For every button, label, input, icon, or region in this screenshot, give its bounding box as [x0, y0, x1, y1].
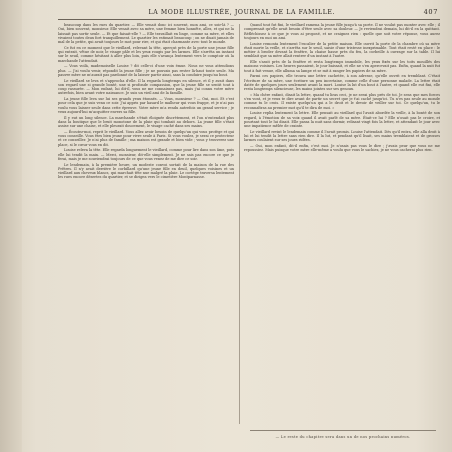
paragraph: beaucoup dans les rues du quartier. — Elle venait donc ici souvent, mon ami, ce soir-là ? — Oui, bien souvent, monsieur. Elle venait avec sa mère, une femme bien honnête, allez, et qui ne la laissait pas sortir seule. — Et que faisait-elle ? — Elle travaillait en linge, comme sa mère, et elles vivaient toutes deux fort tranquillement. Le quartier les estimait beaucoup ; on ne disait jamais de mal de la petite, qui avait toujours le mot pour rire, et qui était charmante avec tout le monde. — [58, 23, 234, 44]
paragraph: — Vous voilà, mademoiselle Louise ? dit celle-ci d'une voix émue. Nous ne vous attendions plus. — J'ai voulu venir, répondit la jeune fille ; je ne pouvais pas rester là-haut toute seule. Ma pauvre mère ne m'aurait pas pardonné de la laisser partir ainsi, sans la conduire jusqu'au bout. — [58, 64, 234, 77]
paragraph: Louise remonta lentement l'escalier de la petite maison. Elle ouvrit la porte de la chambre où sa mère était morte la veille, et s'arrêta sur le seuil, saisie d'une tristesse inexprimable. Tout était resté en place : le métier à broder devant la fenêtre, la chaise basse près du feu, la corbeille à ouvrage sur la table. Il lui semblait que sa mère allait rentrer d'un instant à l'autre. — [244, 41, 440, 59]
paragraph: « Ma chère enfant, disait la lettre, quand tu liras ceci, je ne serai plus près de toi. Je sens que mes forces s'en vont, et je veux te dire avant de partir un secret que je t'ai caché jusqu'ici. Tu n'es pas seule au monde comme tu le crois. Il existe quelqu'un qui a le droit et le devoir de veiller sur toi. Ce quelqu'un, tu le reconnaîtras au premier mot qu'il te dira de moi. » — [244, 92, 440, 110]
footer-rule — [250, 430, 436, 431]
footer-note: — Le reste du chapitre sera dans un de nos prochains numéros. — [275, 435, 411, 439]
header-rule — [58, 19, 440, 20]
paragraph: — Écoutez-moi, reprit le vieillard. Vous allez avoir besoin de quelqu'un qui vous protège et qui vous conseille. Vous êtes bien jeune pour vivre seule à Paris. Si vous voulez, je serai ce protecteur et ce conseiller. Je n'ai plus de famille ; ma maison est grande et bien vide ; vous y trouverez une place, si le cœur vous en dit. — [58, 129, 234, 147]
page-binding-shadow — [0, 0, 22, 452]
paragraph: Louise releva la tête. Elle regarda longuement le vieillard, comme pour lire dans son âme, puis elle lui tendit la main. — Merci, monsieur, dit-elle simplement. Je ne sais pas encore ce que je ferai, mais je me souviendrai toujours de ce que vous venez de me dire ce soir. — [58, 148, 234, 161]
journal-title: LA MODE ILLUSTRÉE, JOURNAL DE LA FAMILLE. — [148, 8, 336, 16]
column-divider — [239, 24, 240, 424]
paragraph: Ce fut en ce moment que le vieillard, relevant la tête, aperçut près de la porte une jeune fille qui entrait, vêtue de noir, le visage pâle et les yeux rougis par les larmes. Elle s'arrêta un instant sur le seuil, comme hésitant à aller plus loin, puis elle s'avança lentement vers le comptoir où la marchande l'attendait. — [58, 45, 234, 63]
page-number: 407 — [423, 8, 438, 16]
paragraph: Parmi ces papiers, elle trouva une lettre cachetée, à son adresse, qu'elle ouvrit en tremblant. C'était l'écriture de sa mère, une écriture un peu incertaine, comme celle d'une personne malade. La lettre était datée de quelques jours seulement avant la mort. Louise la lut d'un bout à l'autre, et quand elle eut fini, elle resta longtemps silencieuse, les mains jointes sur ses genoux. — [244, 74, 440, 91]
paragraph: Le vieillard se leva et s'approcha d'elle. Il la regarda longtemps en silence, et il y avait dans son regard une si grande bonté, une si profonde compassion, que la jeune fille se sentit tout à coup rassurée. — Mon enfant, lui dit-il, vous ne me connaissez pas, mais j'ai connu votre mère autrefois, bien avant votre naissance. Je suis un vieil ami de la famille. — [58, 78, 234, 96]
left-text-column — [58, 23, 234, 426]
paragraph: Le lendemain, à la première heure, un modeste convoi sortait de la maison de la rue des Prêtres. Il n'y avait derrière le corbillard qu'une jeune fille en deuil, quelques voisines et un vieillard aux cheveux blancs, qui marchait tête nue malgré la pluie. Le cortège traversa lentement les rues encore désertes du quartier, et se dirigea vers le cimetière Montparnasse. — [58, 162, 234, 180]
right-text-column — [244, 23, 440, 426]
paragraph: Quand tout fut fini, le vieillard ramena la jeune fille jusqu'à sa porte. Il ne voulut pas monter avec elle ; il comprenait qu'elle avait besoin d'être seule avec sa douleur. — Je reviendrai demain, lui dit-il en la quittant. Réfléchissez à ce que je vous ai proposé, et ne craignez rien : quelle que soit votre réponse, vous aurez toujours en moi un ami. — [244, 23, 440, 40]
paragraph: La jeune fille leva sur lui ses grands yeux étonnés. — Vous, monsieur ? — Oui, moi. Et c'est pour cela que je suis venu ce soir. J'ai appris par hasard le malheur qui vous frappe, et je n'ai pas voulu vous laisser seule dans cette épreuve. Votre mère m'a rendu autrefois un grand service ; je veux aujourd'hui m'acquitter envers sa fille. — [58, 97, 234, 114]
running-header — [60, 7, 438, 17]
paragraph: Elle s'assit près de la fenêtre et resta longtemps immobile, les yeux fixés sur les toits mouillés des maisons voisines. Les heures passaient, le jour baissait, et elle ne s'en apercevait pas. Enfin, quand la nuit fut tout à fait venue, elle alluma sa lampe et se mit à ranger les papiers de sa mère. — [244, 60, 440, 73]
paragraph: Le vieillard revint le lendemain comme il l'avait promis. Louise l'attendait. Dès qu'il entra, elle alla droit à lui et lui tendit la lettre sans rien dire. Il la lut, et pendant qu'il lisait, ses mains tremblaient et de grosses larmes coulaient sur ses joues ridées. — [244, 129, 440, 143]
paragraph: Il y eut un long silence. La marchande s'était éloignée discrètement, et l'on n'entendait plus dans la boutique que le bruit monotone de la pluie qui tombait au dehors. La jeune fille s'était assise sur une chaise, et elle pleurait doucement, le visage caché dans ses mains. — [58, 115, 234, 128]
paragraph: Louise replia lentement la lettre. Elle pensait au vieillard qui l'avait abordée la veille, à la bonté de son regard, à l'émotion de sa voix quand il avait parlé de sa mère. Était-ce lui ? Elle n'osait pas le croire, et pourtant tout le lui disait. Elle passa la nuit sans dormir, relisant vingt fois la lettre, et attendant le jour avec une impatience mêlée de crainte. — [244, 111, 440, 128]
paragraph: — Oui, mon enfant, dit-il enfin, c'est moi. Je n'osais pas vous le dire ; j'avais peur que vous ne me repoussiez. Mais puisque votre mère elle-même a voulu que vous le sachiez, je ne vous cacherai plus rien. — [244, 144, 440, 153]
